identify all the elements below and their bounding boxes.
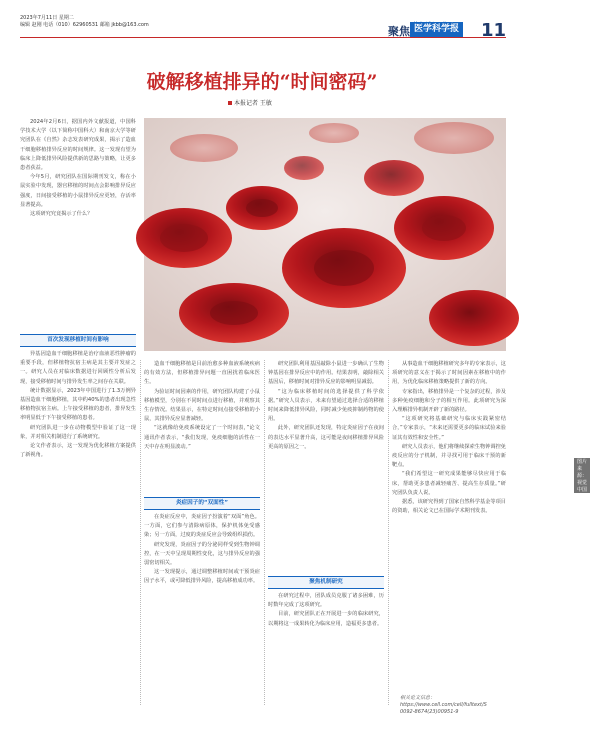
paragraph: 统计数据显示，2023年中国进行了1.3万例异基因造血干细胞移植，其中约40%的患者出现急性移植物抗宿主病。上午接受移植的患者，排异发生率明显低于下午接受移植的患者。: [20, 387, 136, 422]
paragraph: 目前，研究团队正在开展进一步的临床研究，以期将这一成果转化为临床应用，造福更多患者。: [268, 611, 384, 627]
paragraph: “这为临床移植时间的选择提供了科学依据。”研究人员表示，未来有望通过选择合适的移植时间来降低排异风险，同时减少免疫抑制药物的使用。: [268, 388, 384, 423]
brand-english: Medical Science News: [414, 21, 453, 25]
paragraph: “这就像给免疫系统设定了一个时间表，”论文通讯作者表示，“我们发现，免疫细胞的活性在一天中存在明显波动。”: [144, 425, 260, 450]
paragraph: 研究人员表示，他们将继续探索生物钟调控免疫反应的分子机制，并寻找可用于临床干预的新靶点。: [392, 443, 506, 469]
column-divider: [264, 360, 265, 705]
paragraph: 2024年2月6日，据国内外文献报道，中国科学技术大学（以下简称中国科大）和南京大学等研究团队在《自然》杂志发表研究成果，揭示了造血干细胞移植排异反应的时间规律。这一发现有望为临床上降低排异风险提供新的思路与策略，让更多患者获益。: [20, 119, 136, 172]
paragraph: 研究团队进一步在动物模型中验证了这一现象，并对相关机制进行了系统研究。: [20, 424, 136, 440]
newspaper-brand: [410, 22, 463, 37]
header-meta: [20, 15, 149, 29]
page-number: 11: [481, 20, 507, 41]
reference-url-1[interactable]: https://www.cell.com/cell/fulltext/S: [400, 702, 487, 708]
brand-name: 医学科学报: [414, 24, 460, 34]
subhead-3: 聚焦机制研究: [268, 576, 384, 589]
page-header: [0, 0, 524, 41]
paragraph: 在炎症反应中，炎症因子扮演着“双面”角色。一方面，它们参与清除病原体，保护机体免受感染；另一方面，过度的炎症反应会导致组织损伤。: [144, 514, 260, 539]
article-column-4: [392, 360, 506, 690]
paragraph: 造血干细胞移植是目前治愈多种血液系统疾病的有效方法，但移植排异问题一直困扰着临床医生。: [144, 361, 260, 386]
photo-credit: 图片来源：视觉中国: [574, 458, 590, 493]
paragraph: 研究团队利用基因敲除小鼠进一步确认了生物钟基因在排异反应中的作用。结果表明，敲除相关基因后，移植时间对排异反应的影响明显减弱。: [268, 361, 384, 386]
column-divider: [140, 360, 141, 705]
paper-reference: [400, 695, 487, 716]
paragraph: 此外，研究团队还发现，特定炎症因子在夜间的表达水平显著升高，这可能是夜间移植排异风险更高的原因之一。: [268, 425, 384, 450]
reference-url-2[interactable]: 0092-8674(23)00951-9: [400, 709, 459, 715]
article-column-3b: [268, 592, 384, 705]
header-date: 2023年7月11日 星期二: [20, 15, 74, 21]
article-column-2: [144, 360, 260, 490]
byline: [228, 98, 272, 107]
column-divider: [388, 360, 389, 705]
paragraph: 据悉，该研究得到了国家自然科学基金等项目的资助，相关论文已在国际学术期刊发表。: [392, 499, 506, 515]
article-title: 破解移植排异的“时间密码”: [146, 71, 378, 93]
article-column-1b: [20, 350, 136, 705]
paragraph: 这项研究究竟揭示了什么？: [30, 211, 93, 218]
paragraph: 论文作者表示，这一发现为优化移植方案提供了新视角。: [20, 443, 136, 459]
paragraph: “我们希望这一研究成果能够尽快应用于临床，帮助更多患者减轻痛苦、提高生存质量。”研究团队负责人说。: [392, 471, 506, 496]
paragraph: 异基因造血干细胞移植是治疗血液恶性肿瘤的重要手段，但移植物抗宿主病是其主要并发症之一。研究人员在对临床数据进行回顾性分析后发现，接受移植时间与排异发生率之间存在关联。: [20, 351, 136, 385]
section-label: 聚焦: [388, 25, 410, 38]
reference-label: 相关论文信息：: [400, 695, 436, 701]
article-column-2b: [144, 513, 260, 705]
paragraph: 从事造血干细胞移植研究多年的专家表示，这项研究的意义在于揭示了时间因素在移植中的作用，为优化临床移植策略提供了新的方向。: [392, 361, 506, 386]
paragraph: 今年5月，研究团队在国际期刊发文，称在小鼠实验中发现，器官移植的时间点会影响排异反应强度，日间接受移植的小鼠排异反应更轻，存活率显著提高。: [20, 174, 136, 208]
header-contact: 编辑 赵刚 电话（010）62960531 邮箱 jkbb@163.com: [20, 22, 149, 28]
header-rule: [20, 37, 506, 38]
subhead-1: 首次发现移植时间有影响: [20, 334, 136, 347]
paragraph: 研究发现，炎症因子的分泌同样受到生物钟调控，在一天中呈现周期性变化，这与排异反应的强弱密切相关。: [144, 541, 260, 567]
paragraph: 在研究过程中，团队成员克服了诸多困难，历时数年完成了这项研究。: [268, 593, 384, 609]
subhead-2: 炎症因子的“双面性”: [144, 497, 260, 510]
article-column-1: [20, 118, 136, 332]
paragraph: 为验证时间因素的作用，研究团队构建了小鼠移植模型，分别在不同时间点进行移植，并观察其生存情况。结果显示，在特定时间点接受移植的小鼠，其排异反应显著减轻。: [144, 388, 260, 423]
blood-cells-illustration: [144, 118, 506, 351]
byline-marker-icon: [228, 101, 232, 105]
byline-text: 本报记者 王敏: [234, 100, 272, 107]
paragraph: “这项研究将基础研究与临床实践紧密结合，”专家表示，“未来还需要更多的临床试验来验证其有效性和安全性。”: [392, 416, 506, 441]
paragraph: 专家指出，移植排异是一个复杂的过程，涉及多种免疫细胞和分子的相互作用。此项研究为深入理解排异机制开辟了新的路径。: [392, 388, 506, 414]
article-column-3: [268, 360, 384, 570]
paragraph: 这一发现提示，通过调整移植时间或干预炎症因子水平，或可降低排异风险，提高移植成功率。: [144, 569, 260, 585]
